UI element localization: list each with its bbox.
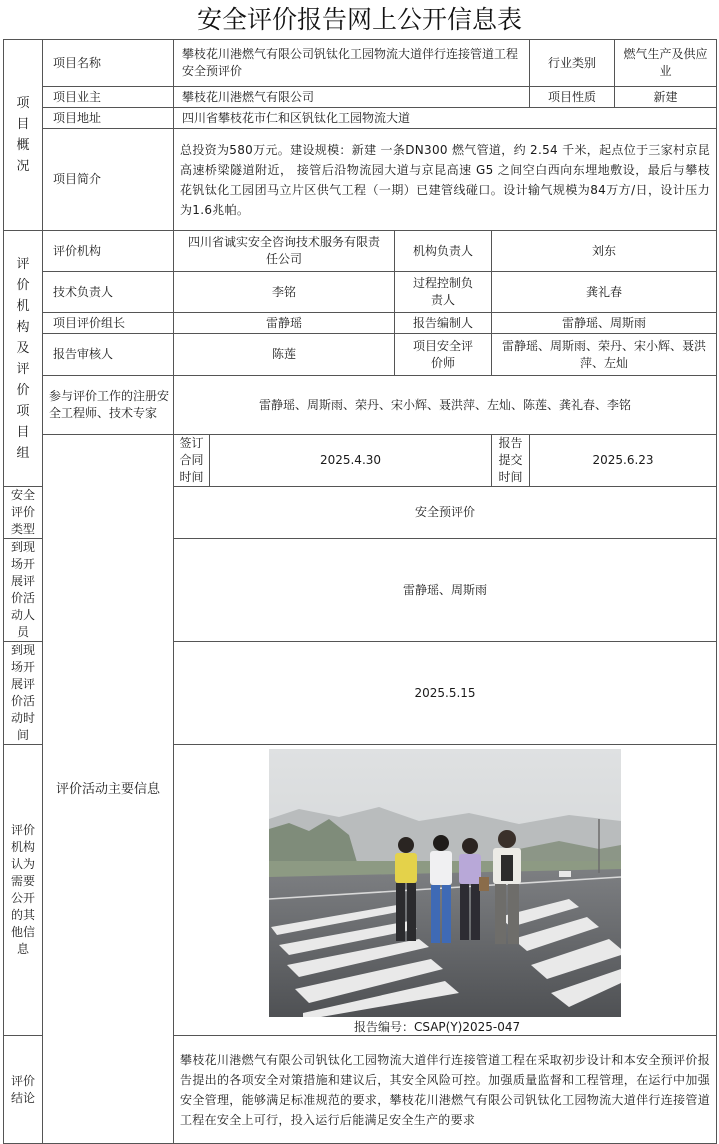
- contract-label: 签订合同时间: [174, 435, 210, 487]
- section-project-overview: 项目概况: [4, 40, 43, 231]
- participants-value: 雷静瑶、周斯雨、荣丹、宋小辉、聂洪萍、左灿、陈莲、龚礼春、李铭: [174, 376, 717, 435]
- safety-eval-value: 雷静瑶、周斯雨、荣丹、宋小辉、聂洪萍、左灿: [492, 334, 717, 376]
- report-author-value: 雷静瑶、周斯雨: [492, 313, 717, 334]
- other-info-label: 评价机构认为需要公开的其他信息: [4, 745, 43, 1036]
- industry-value: 燃气生产及供应业: [615, 40, 717, 87]
- onsite-time-value: 2025.5.15: [174, 642, 717, 745]
- participants-label: 参与评价工作的注册安全工程师、技术专家: [43, 376, 174, 435]
- site-photo: [269, 749, 621, 1017]
- section-evaluation-activity: 评价活动主要信息: [43, 435, 174, 1144]
- owner-value: 攀枝花川港燃气有限公司: [174, 87, 530, 108]
- safety-eval-label: 项目安全评价师: [395, 334, 492, 376]
- nature-value: 新建: [615, 87, 717, 108]
- report-number: 报告编号：CSAP(Y)2025-047: [354, 1020, 521, 1034]
- owner-label: 项目业主: [43, 87, 174, 108]
- type-value: 安全预评价: [174, 487, 717, 539]
- submit-value: 2025.6.23: [530, 435, 717, 487]
- onsite-people-label: 到现场开展评价活动人员: [4, 539, 43, 642]
- type-label: 安全评价类型: [4, 487, 43, 539]
- project-name-label: 项目名称: [43, 40, 174, 87]
- reviewer-value: 陈莲: [174, 334, 395, 376]
- leader-value: 刘东: [492, 231, 717, 272]
- team-leader-label: 项目评价组长: [43, 313, 174, 334]
- page-title: 安全评价报告网上公开信息表: [196, 5, 522, 34]
- org-value: 四川省诚实安全咨询技术服务有限责任公司: [174, 231, 395, 272]
- info-table: [3, 39, 717, 1144]
- submit-label: 报告提交时间: [492, 435, 530, 487]
- onsite-time-label: 到现场开展评价活动时间: [4, 642, 43, 745]
- onsite-people-value: 雷静瑶、周斯雨: [174, 539, 717, 642]
- address-value: 四川省攀枝花市仁和区钒钛化工园物流大道: [174, 108, 717, 129]
- conclusion-label: 评价结论: [4, 1036, 43, 1144]
- team-leader-value: 雷静瑶: [174, 313, 395, 334]
- industry-label: 行业类别: [530, 40, 615, 87]
- intro-label: 项目简介: [43, 129, 174, 231]
- nature-label: 项目性质: [530, 87, 615, 108]
- tech-label: 技术负责人: [43, 272, 174, 313]
- photo-car: [559, 871, 571, 877]
- conclusion-value: 攀枝花川港燃气有限公司钒钛化工园物流大道伴行连接管道工程在采取初步设计和本安全预评价报告提出的各项安全对策措施和建议后，其安全风险可控。加强质量监督和工程管理，在运行中加强安全管理，能够满足标准规范的要求，攀枝花川港燃气有限公司钒钛化工园物流大道伴行连接管道工程在安全上可行，投入运行后能满足安全生产的要求: [174, 1036, 717, 1144]
- section-evaluation-org: 评价机构及评价项目组: [4, 231, 43, 487]
- other-info-cell: [174, 745, 717, 1036]
- org-label: 评价机构: [43, 231, 174, 272]
- report-author-label: 报告编制人: [395, 313, 492, 334]
- process-value: 龚礼春: [492, 272, 717, 313]
- process-label: 过程控制负责人: [395, 272, 492, 313]
- contract-value: 2025.4.30: [210, 435, 492, 487]
- reviewer-label: 报告审核人: [43, 334, 174, 376]
- tech-value: 李铭: [174, 272, 395, 313]
- intro-value: 总投资为580万元。建设规模：新建 一条DN300 燃气管道，约 2.54 千米，起点位于三家村京昆高速桥梁隧道附近， 接管后沿物流园大道与京昆高速 G5 之间空白西向东埋地敷设，最后与攀枝花钒钛化工园团马立片区供气工程（一期）已建管线碰口。设计输气规模为84万方/日，设计压力为1.6兆帕。: [174, 129, 717, 231]
- address-label: 项目地址: [43, 108, 174, 129]
- project-name-value: 攀枝花川港燃气有限公司钒钛化工园物流大道伴行连接管道工程安全预评价: [174, 40, 530, 87]
- leader-label: 机构负责人: [395, 231, 492, 272]
